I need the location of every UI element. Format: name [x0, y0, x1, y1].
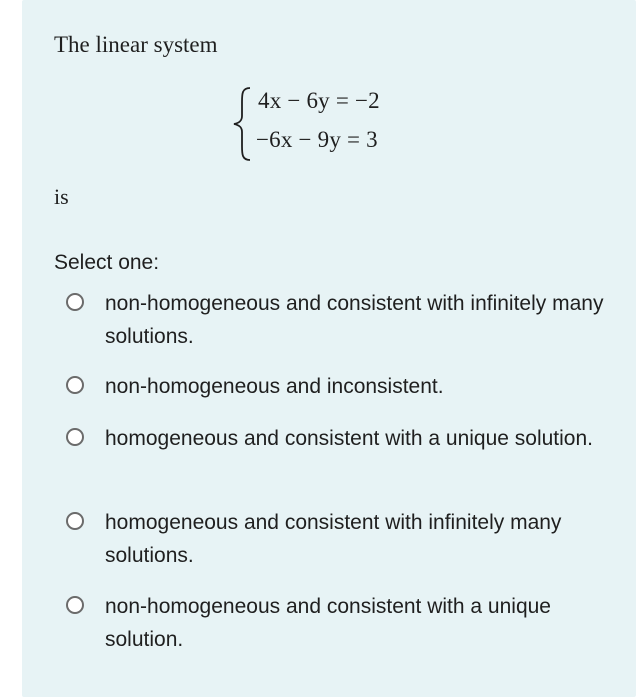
radio-button-2[interactable] [66, 376, 84, 394]
left-brace-icon [230, 84, 254, 164]
radio-button-3[interactable] [66, 428, 84, 446]
equation-2: −6x − 9y = 3 [256, 127, 378, 152]
equation-1: 4x − 6y = −2 [258, 88, 380, 113]
question-suffix: is [54, 184, 69, 209]
option-label-2[interactable]: non-homogeneous and inconsistent. [105, 375, 444, 398]
radio-button-4[interactable] [66, 512, 84, 530]
linear-system [230, 84, 450, 164]
option-label-5[interactable]: non-homogeneous and consistent with a unique solution. [105, 595, 551, 651]
select-prompt: Select one: [54, 251, 160, 274]
radio-button-1[interactable] [66, 293, 84, 311]
question-card [22, 0, 636, 697]
option-label-4[interactable]: homogeneous and consistent with infinitely many solutions. [105, 511, 562, 567]
question-intro: The linear system [54, 32, 218, 57]
radio-button-5[interactable] [66, 596, 84, 614]
option-label-1[interactable]: non-homogeneous and consistent with infinitely many solutions. [105, 292, 604, 348]
option-label-3[interactable]: homogeneous and consistent with a unique solution. [105, 427, 594, 450]
